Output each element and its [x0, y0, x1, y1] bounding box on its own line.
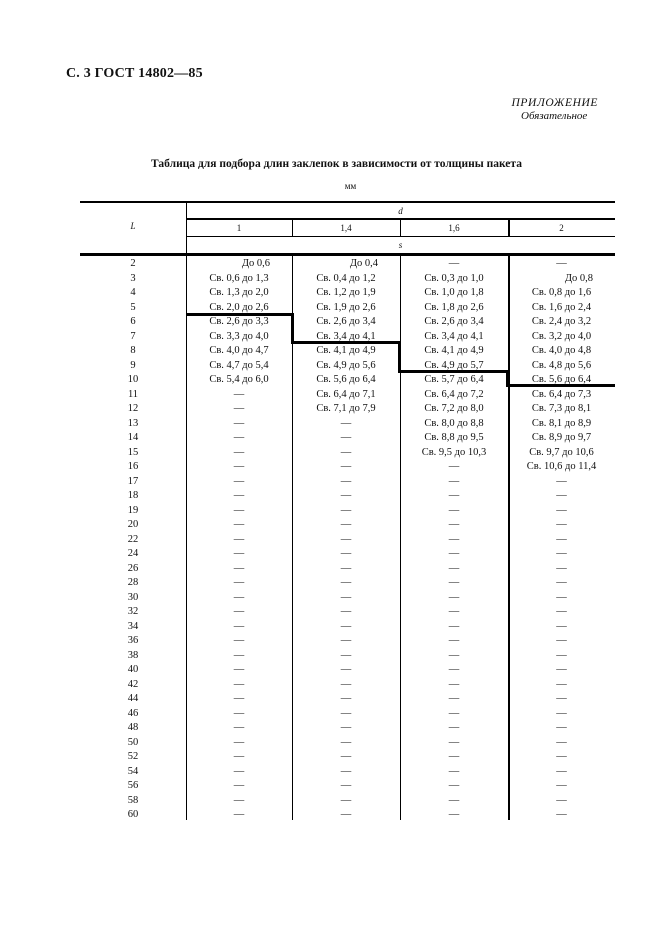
table-cell: Св. 1,3 до 2,0 — [209, 287, 269, 298]
row-L-value: 12 — [127, 403, 139, 414]
table-cell: — — [233, 577, 245, 588]
table-cell: — — [448, 591, 460, 603]
table-cell: — — [340, 736, 352, 748]
table-cell: — — [448, 519, 460, 530]
table-cell: — — [233, 678, 245, 690]
table-cell: Св. 2,0 до 2,6 — [209, 301, 269, 313]
header-rule-cols — [186, 236, 615, 237]
row-L-value: 42 — [127, 678, 139, 690]
table-cell: — — [233, 461, 245, 472]
table-cell: Св. 4,1 до 4,9 — [424, 345, 484, 356]
table-cell: — — [233, 635, 245, 646]
col-header-2: 2 — [559, 223, 564, 233]
row-L-value: 38 — [127, 649, 139, 661]
table-cell: — — [448, 635, 460, 646]
table-cell: Св. 5,6 до 6,4 — [316, 374, 376, 385]
table-cell: — — [340, 649, 352, 661]
table-cell: — — [340, 446, 352, 458]
row-L-value: 54 — [127, 765, 139, 777]
table-cell: Св. 10,6 до 11,4 — [526, 461, 597, 472]
table-cell: — — [340, 591, 352, 603]
table-cell: Св. 7,2 до 8,0 — [424, 403, 484, 414]
table-cell: — — [233, 403, 245, 414]
table-cell: Св. 8,0 до 8,8 — [424, 417, 484, 429]
table-cell: — — [233, 533, 245, 545]
row-L-value: 40 — [127, 664, 139, 675]
table-cell: — — [448, 475, 460, 487]
table-cell: — — [448, 707, 460, 719]
table-cell: — — [448, 461, 460, 472]
table-cell: — — [448, 548, 460, 559]
table-cell: Св. 2,6 до 3,4 — [316, 316, 376, 327]
row-L-value: 16 — [127, 461, 139, 472]
table-cell: — — [556, 693, 567, 704]
row-L-value: 52 — [127, 751, 139, 762]
table-cell: — — [340, 475, 352, 487]
table-cell: Св. 1,0 до 1,8 — [424, 287, 484, 298]
row-L-value: 9 — [130, 359, 136, 371]
table-cell: — — [448, 693, 460, 704]
row-L-value: 15 — [127, 446, 139, 458]
table-cell: Св. 2,4 до 3,2 — [531, 316, 592, 327]
table-cell: Св. 6,4 до 7,3 — [531, 388, 592, 400]
table-cell: — — [340, 722, 352, 733]
table-cell: — — [340, 577, 352, 588]
table-cell: Св. 8,1 до 8,9 — [531, 417, 592, 429]
table-cell: До 0,8 — [564, 272, 593, 284]
table-cell: Св. 4,9 до 5,6 — [316, 359, 376, 371]
table-cell: Св. 6,4 до 7,2 — [424, 388, 484, 400]
table-cell: — — [340, 620, 352, 632]
table-cell: Св. 5,7 до 6,4 — [424, 374, 484, 385]
table-cell: — — [340, 417, 352, 429]
row-L-value: 28 — [127, 577, 139, 588]
table-cell: — — [233, 794, 245, 806]
table-cell: — — [233, 548, 245, 559]
table-cell: Св. 4,9 до 5,7 — [424, 359, 484, 371]
table-cell: — — [233, 780, 245, 791]
col-header-1-4: 1,4 — [340, 223, 352, 233]
table-cell: — — [556, 475, 567, 487]
table-cell: Св. 8,8 до 9,5 — [424, 432, 484, 443]
table-cell: — — [556, 533, 567, 545]
table-cell: Св. 9,7 до 10,6 — [529, 446, 594, 458]
table-cell: — — [233, 751, 245, 762]
row-L-value: 7 — [130, 330, 136, 342]
table-cell: — — [340, 533, 352, 545]
table-cell: — — [556, 635, 567, 646]
row-L-value: 44 — [127, 693, 139, 704]
appendix-label: ПРИЛОЖЕНИЕ — [511, 97, 598, 109]
table-cell: — — [340, 693, 352, 704]
table-cell: — — [233, 765, 245, 777]
row-L-value: 11 — [127, 388, 139, 400]
table-top-rule — [80, 201, 615, 203]
col-divider-1 — [292, 218, 293, 236]
table-cell: Св. 1,6 до 2,4 — [531, 301, 592, 313]
table-cell: Св. 0,8 до 1,6 — [531, 287, 592, 298]
table-cell: — — [556, 258, 567, 269]
table-cell: — — [556, 577, 567, 588]
table-cell: — — [340, 780, 352, 791]
table-cell: — — [233, 388, 245, 400]
row-L-value: 22 — [127, 533, 139, 545]
table-cell: — — [233, 693, 245, 704]
row-L-value: 20 — [127, 519, 139, 530]
table-cell: — — [233, 649, 245, 661]
table-cell: — — [233, 736, 245, 748]
table-cell: — — [556, 765, 567, 777]
table-cell: — — [448, 765, 460, 777]
row-L-value: 46 — [127, 707, 139, 719]
table-cell: Св. 5,4 до 6,0 — [209, 374, 269, 385]
table-cell: — — [556, 736, 567, 748]
row-L-value: 36 — [127, 635, 139, 646]
table-cell: — — [340, 664, 352, 675]
table-cell: Св. 8,9 до 9,7 — [531, 432, 592, 443]
row-L-value: 4 — [130, 287, 136, 298]
row-L-value: 30 — [127, 591, 139, 603]
table-cell: — — [233, 519, 245, 530]
table-cell: Св. 3,4 до 4,1 — [424, 330, 484, 342]
col-header-1-6: 1,6 — [448, 223, 460, 233]
row-L-value: 8 — [130, 345, 136, 356]
table-cell: Св. 1,2 до 1,9 — [316, 287, 376, 298]
group-header-d: d — [398, 206, 403, 216]
table-cell: — — [340, 765, 352, 777]
row-L-value: 48 — [127, 722, 139, 733]
table-cell: — — [556, 780, 567, 791]
table-cell: — — [233, 722, 245, 733]
table-cell: — — [340, 432, 352, 443]
table-cell: — — [448, 490, 460, 501]
table-cell: — — [556, 751, 567, 762]
table-cell: — — [448, 258, 460, 269]
table-cell: — — [233, 591, 245, 603]
table-cell: Св. 5,6 до 6,4 — [531, 374, 592, 385]
table-cell: — — [556, 606, 567, 617]
table-cell: — — [556, 722, 567, 733]
table-cell: — — [556, 548, 567, 559]
table-cell: — — [340, 707, 352, 719]
row-L-value: 50 — [127, 736, 139, 748]
table-cell: — — [233, 620, 245, 632]
sub-header-s: s — [398, 240, 403, 250]
row-L-value: 6 — [130, 316, 136, 327]
table-cell: — — [340, 562, 352, 574]
col-divider-3 — [508, 218, 510, 236]
row-L-value: 13 — [127, 417, 139, 429]
table-cell: Св. 1,8 до 2,6 — [424, 301, 484, 313]
table-cell: — — [556, 649, 567, 661]
row-L-value: 3 — [130, 272, 136, 284]
table-cell: — — [340, 794, 352, 806]
table-cell: — — [340, 809, 352, 820]
row-L-value: 19 — [127, 504, 139, 516]
row-L-value: 60 — [127, 809, 139, 820]
table-cell: — — [233, 432, 245, 443]
table-cell: — — [233, 417, 245, 429]
row-L-value: 58 — [127, 794, 139, 806]
table-cell: Св. 3,4 до 4,1 — [316, 330, 376, 342]
table-cell: — — [340, 678, 352, 690]
row-L-value: 26 — [127, 562, 139, 574]
table-cell: — — [448, 504, 460, 516]
table-cell: — — [556, 664, 567, 675]
table-cell: — — [556, 504, 567, 516]
table-cell: — — [340, 751, 352, 762]
table-cell: Св. 4,1 до 4,9 — [316, 345, 376, 356]
appendix-type: Обязательное — [521, 110, 588, 122]
row-L-value: 5 — [130, 301, 136, 313]
table-cell: Св. 4,0 до 4,8 — [531, 345, 592, 356]
table-cell: Св. 2,6 до 3,3 — [209, 316, 269, 327]
table-cell: До 0,4 — [349, 258, 378, 269]
table-cell: — — [556, 794, 567, 806]
table-cell: Св. 4,7 до 5,4 — [209, 359, 269, 371]
table-cell: — — [233, 475, 245, 487]
table-cell: — — [448, 606, 460, 617]
row-L-value: 56 — [127, 780, 139, 791]
table-title: Таблица для подбора длин заклепок в зависимости от толщины пакета — [151, 158, 522, 170]
row-L-value: 10 — [127, 374, 139, 385]
table-cell: Св. 0,6 до 1,3 — [209, 272, 269, 284]
row-L-value: 17 — [127, 475, 139, 487]
table-cell: — — [556, 591, 567, 603]
table-unit: мм — [344, 181, 357, 191]
table-cell: — — [448, 620, 460, 632]
table-cell: Св. 7,3 до 8,1 — [531, 403, 592, 414]
table-cell: Св. 1,9 до 2,6 — [316, 301, 376, 313]
table-cell: До 0,6 — [241, 258, 270, 269]
table-cell: Св. 0,3 до 1,0 — [424, 272, 484, 284]
table-cell: — — [556, 620, 567, 632]
row-L-value: 18 — [127, 490, 139, 501]
table-cell: — — [448, 678, 460, 690]
row-L-value: 24 — [127, 548, 139, 559]
table-cell: — — [340, 635, 352, 646]
table-cell: — — [340, 504, 352, 516]
table-cell: Св. 3,2 до 4,0 — [531, 330, 592, 342]
table-cell: — — [448, 664, 460, 675]
table-cell: Св. 6,4 до 7,1 — [316, 388, 376, 400]
row-L-value: 34 — [127, 620, 139, 632]
table-cell: — — [448, 577, 460, 588]
table-cell: — — [233, 504, 245, 516]
table-cell: — — [556, 809, 567, 820]
table-cell: — — [233, 606, 245, 617]
table-cell: Св. 2,6 до 3,4 — [424, 316, 484, 327]
table-cell: — — [340, 606, 352, 617]
table-cell: — — [233, 809, 245, 820]
table-cell: Св. 3,3 до 4,0 — [209, 330, 269, 342]
table-cell: — — [556, 490, 567, 501]
row-header-L: L — [130, 221, 136, 231]
table-cell: — — [448, 722, 460, 733]
table-cell: — — [233, 446, 245, 458]
row-L-value: 14 — [127, 432, 139, 443]
table-cell: — — [233, 490, 245, 501]
table-cell: Св. 9,5 до 10,3 — [421, 446, 487, 458]
table-cell: — — [340, 490, 352, 501]
table-cell: — — [448, 562, 460, 574]
row-L-value: 2 — [130, 258, 136, 269]
table-cell: — — [556, 519, 567, 530]
table-cell: — — [556, 562, 567, 574]
table-cell: — — [340, 548, 352, 559]
table-cell: — — [340, 519, 352, 530]
page-reference: С. 3 ГОСТ 14802—85 — [66, 66, 203, 81]
table-cell: — — [448, 736, 460, 748]
table-cell: Св. 0,4 до 1,2 — [316, 272, 376, 284]
col-divider-2 — [400, 218, 401, 236]
table-cell: — — [233, 664, 245, 675]
table-cell: — — [448, 794, 460, 806]
table-cell: — — [233, 562, 245, 574]
header-bottom-rule — [80, 253, 615, 256]
table-cell: — — [448, 649, 460, 661]
table-cell: Св. 4,0 до 4,7 — [209, 345, 269, 356]
table-cell: — — [448, 533, 460, 545]
table-cell: — — [556, 678, 567, 690]
table-cell: — — [448, 751, 460, 762]
table-cell: — — [448, 780, 460, 791]
table-cell: Св. 4,8 до 5,6 — [531, 359, 592, 371]
table-cell: — — [340, 461, 352, 472]
table-cell: — — [448, 809, 460, 820]
table-cell: Св. 7,1 до 7,9 — [316, 403, 376, 414]
row-L-value: 32 — [127, 606, 139, 617]
table-cell: — — [556, 707, 567, 719]
col-header-1: 1 — [236, 223, 242, 233]
table-cell: — — [233, 707, 245, 719]
